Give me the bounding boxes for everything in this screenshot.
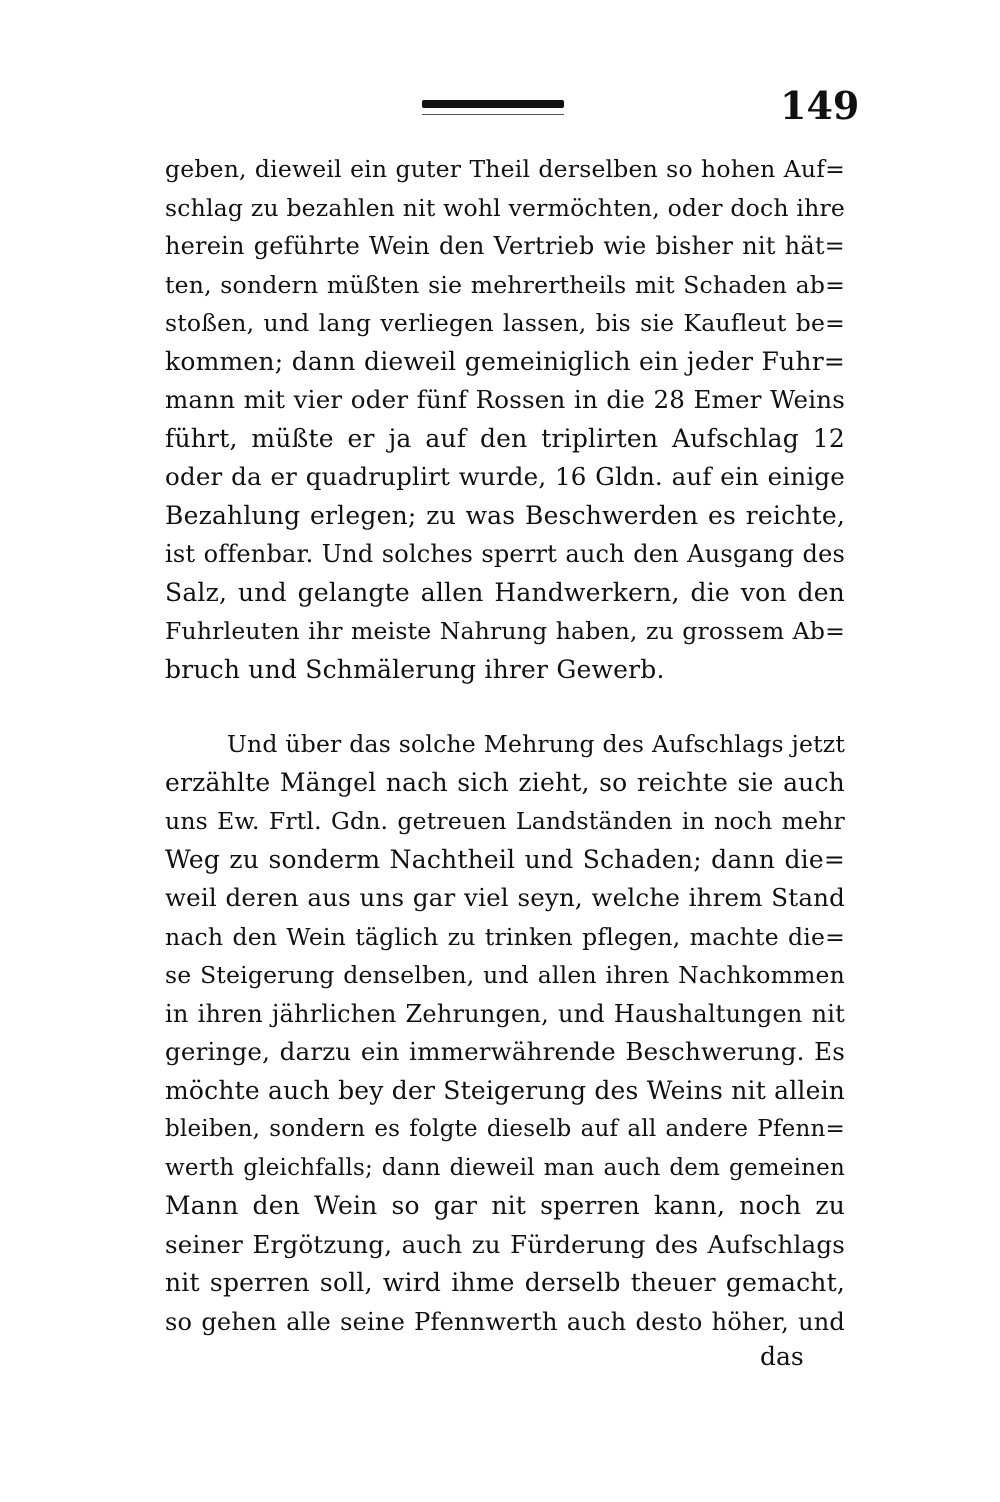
text-line: stoßen, und lang verliegen lassen, bis sie Kaufleut be=: [165, 309, 845, 337]
text-line: bleiben, sondern es folgte dieselb auf all andere Pfenn=: [165, 1116, 845, 1142]
paragraph-2: [165, 725, 845, 1341]
text-line: in ihren jährlichen Zehrungen, und Haushaltungen nit: [165, 999, 845, 1028]
text-line: möchte auch bey der Steigerung des Weins nit allein: [165, 1075, 846, 1105]
page-number: 149: [780, 83, 860, 128]
text-line: geringe, darzu ein immerwährende Beschwerung. Es: [165, 1037, 845, 1066]
text-line: seiner Ergötzung, auch zu Fürderung des Aufschlags: [165, 1229, 845, 1259]
text-line: se Steigerung denselben, und allen ihren Nachkommen: [165, 961, 845, 989]
header-thin-rule: [422, 114, 564, 115]
text-line: mann mit vier oder fünf Rossen in die 28 Emer Weins: [165, 385, 845, 414]
header-thick-rule: [422, 100, 564, 108]
text-line: werth gleichfalls; dann dieweil man auch dem gemeinen: [165, 1154, 845, 1181]
text-line: geben, dieweil ein guter Theil derselben so hohen Auf=: [165, 155, 845, 183]
text-line: führt, müßte er ja auf den triplirten Aufschlag 12: [165, 423, 845, 453]
text-line: Weg zu sonderm Nachtheil und Schaden; dann die=: [165, 844, 845, 874]
text-line: schlag zu bezahlen nit wohl vermöchten, oder doch ihre: [165, 193, 845, 222]
text-line: erzählte Mängel nach sich zieht, so reichte sie auch: [165, 767, 845, 797]
text-line: herein geführte Wein den Vertrieb wie bisher nit hät=: [165, 232, 845, 260]
paragraph-1: [165, 150, 845, 689]
text-line: Bezahlung erlegen; zu was Beschwerden es reichte,: [165, 500, 845, 530]
text-line: Mann den Wein so gar nit sperren kann, noch zu: [165, 1191, 845, 1220]
text-line: uns Ew. Frtl. Gdn. getreuen Landständen in noch mehr: [165, 807, 845, 835]
text-line: nit sperren soll, wird ihme derselb theuer gemacht,: [165, 1268, 845, 1297]
text-line: nach den Wein täglich zu trinken pflegen, machte die=: [165, 922, 845, 951]
header-ornament-rule: [422, 100, 564, 115]
text-line: so gehen alle seine Pfennwerth auch desto höher, und: [165, 1307, 845, 1336]
text-line: ist offenbar. Und solches sperrt auch den Ausgang des: [165, 540, 845, 568]
catchword: das: [760, 1342, 804, 1371]
text-line: Fuhrleuten ihr meiste Nahrung haben, zu grossem Ab=: [165, 617, 845, 645]
text-line: ten, sondern müßten sie mehrertheils mit Schaden ab=: [165, 270, 845, 299]
text-line: bruch und Schmälerung ihrer Gewerb.: [165, 654, 665, 684]
text-line: oder da er quadruplirt wurde, 16 Gldn. auf ein einige: [165, 462, 845, 491]
text-line: Salz, und gelangte allen Handwerkern, die von den: [165, 577, 845, 607]
text-line: Und über das solche Mehrung des Aufschlags jetzt: [227, 730, 845, 758]
text-line: kommen; dann dieweil gemeiniglich ein jeder Fuhr=: [165, 346, 845, 376]
text-line: weil deren aus uns gar viel seyn, welche ihrem Stand: [165, 883, 845, 912]
